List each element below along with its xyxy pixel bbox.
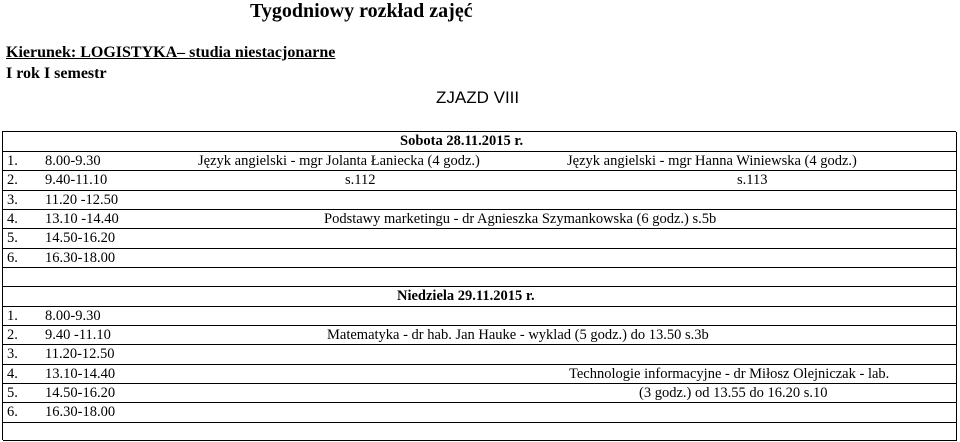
slot-number: 3. [7,192,18,208]
field-of-study: Kierunek: LOGISTYKA– studia niestacjonarne [6,44,336,61]
saturday-heading: Sobota 28.11.2015 r. [400,133,524,149]
slot-time: 14.50-16.20 [45,385,116,401]
row-divider [3,440,957,441]
schedule-table [2,131,956,440]
slot-number: 1. [7,153,18,169]
slot-number: 4. [7,211,18,227]
row-divider [3,402,957,403]
slot-number: 4. [7,366,18,382]
row-divider [3,267,957,268]
row-divider [3,422,957,423]
slot-time: 13.10-14.40 [45,366,116,382]
class-english-a: Język angielski - mgr Jolanta Łaniecka (4 godz.) [198,153,480,169]
slot-time: 11.20 -12.50 [45,192,119,208]
row-divider [3,344,957,345]
class-math: Matematyka - dr hab. Jan Hauke - wyklad (5 godz.) do 13.50 s.3b [327,327,709,343]
sunday-heading: Niedziela 29.11.2015 r. [397,288,535,304]
page-title: Tygodniowy rozkład zajęć [250,0,473,22]
session-label: ZJAZD VIII [436,88,520,107]
slot-time: 16.30-18.00 [45,404,116,420]
row-divider [3,170,957,171]
year-semester: I rok I semestr [6,65,107,82]
slot-number: 5. [7,385,18,401]
slot-number: 6. [7,250,18,266]
slot-number: 6. [7,404,18,420]
slot-number: 2. [7,327,18,343]
class-english-a-room: s.112 [345,172,376,188]
class-english-b-room: s.113 [737,172,768,188]
slot-number: 1. [7,308,18,324]
slot-time: 16.30-18.00 [45,250,116,266]
slot-time: 14.50-16.20 [45,230,116,246]
slot-time: 9.40 -11.10 [45,327,111,343]
class-english-b: Język angielski - mgr Hanna Winiewska (4 godz.) [567,153,857,169]
row-divider [3,228,957,229]
class-marketing: Podstawy marketingu - dr Agnieszka Szymankowska (6 godz.) s.5b [324,211,717,227]
class-it-line2: (3 godz.) od 13.55 do 16.20 s.10 [639,385,828,401]
slot-number: 5. [7,230,18,246]
slot-time: 11.20-12.50 [45,346,115,362]
slot-time: 8.00-9.30 [45,153,101,169]
row-divider [3,190,957,191]
slot-number: 3. [7,346,18,362]
table-border [956,132,957,441]
slot-number: 2. [7,172,18,188]
slot-time: 9.40-11.10 [45,172,108,188]
row-divider [3,248,957,249]
slot-time: 8.00-9.30 [45,308,101,324]
class-it-line1: Technologie informacyjne - dr Miłosz Olejniczak - lab. [569,366,890,382]
row-divider [3,306,957,307]
slot-time: 13.10 -14.40 [45,211,119,227]
